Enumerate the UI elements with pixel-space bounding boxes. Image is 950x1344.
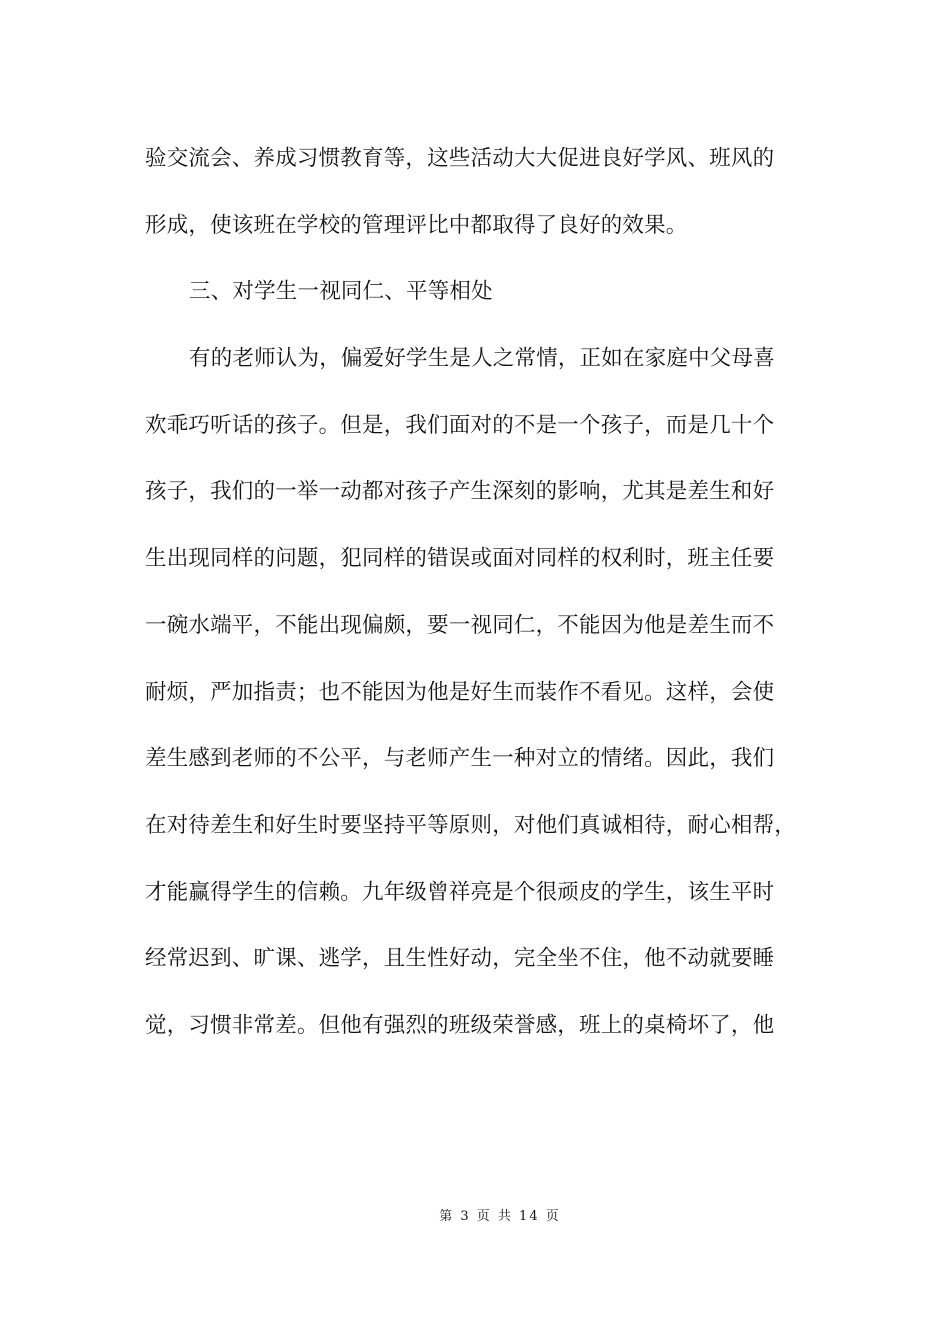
page-footer [0,1208,950,1226]
page-number: 第 3 页 共 14 页 [439,1209,561,1224]
body-text [145,126,815,1060]
text-line: 耐烦，严加指责；也不能因为他是好生而装作不看见。这样，会使 [145,679,775,705]
text-line: 孩子，我们的一举一动都对孩子产生深刻的影响，尤其是差生和好 [145,479,775,505]
text-line: 欢乖巧听话的孩子。但是，我们面对的不是一个孩子，而是几十个 [145,412,775,438]
text-line: 经常迟到、旷课、逃学，且生性好动，完全坐不住，他不动就要睡 [145,946,775,972]
text-line: 验交流会、养成习惯教育等，这些活动大大促进良好学风、班风的 [145,146,775,171]
text-line: 才能赢得学生的信赖。九年级曾祥亮是个很顽皮的学生，该生平时 [145,879,775,905]
text-line: 觉，习惯非常差。但他有强烈的班级荣誉感，班上的桌椅坏了，他 [145,1012,775,1038]
text-line: 一碗水端平，不能出现偏颇，要一视同仁，不能因为他是差生而不 [145,612,775,638]
text-line: 差生感到老师的不公平，与老师产生一种对立的情绪。因此，我们 [145,746,775,772]
text-line: 有的老师认为，偏爱好学生是人之常情，正如在家庭中父母喜 [189,346,775,372]
text-line: 形成，使该班在学校的管理评比中都取得了良好的效果。 [145,212,688,238]
section-heading: 三、对学生一视同仁、平等相处 [189,279,493,305]
text-line: 生出现同样的问题，犯同样的错误或面对同样的权利时，班主任要 [145,546,775,572]
text-line: 在对待差生和好生时要坚持平等原则，对他们真诚相待，耐心相帮， [145,812,797,838]
